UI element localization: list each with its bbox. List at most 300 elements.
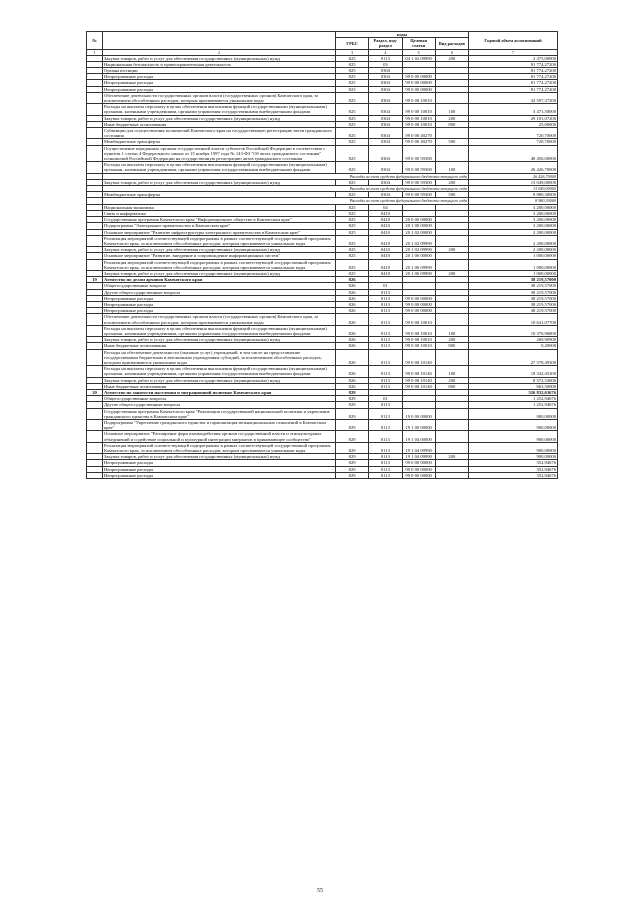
cell-target: 99 0 00 10010 [402,337,435,343]
cell-section: 0410 [369,235,402,246]
page-number: 55 [317,888,323,894]
cell-sum: 38 219,57000 [469,295,558,301]
table-row [87,366,558,377]
cell-vid: 800 [435,343,468,349]
cell-grbs: 826 [336,314,369,325]
cell-section: 0113 [369,466,402,472]
cell-grbs: 825 [336,128,369,139]
cell-section: 01 [369,396,402,402]
cell-target: 99 0 00 00000 [402,308,435,314]
cell-section: 0304 [369,179,402,185]
cell-target: 20 1 02 09990 [402,235,435,246]
cell-name: Межбюджетные трансферты [103,192,336,198]
cell-grbs: 826 [336,377,369,383]
cell-section: 0304 [369,121,402,127]
cell-section: 0410 [369,247,402,253]
cell-target: 99 0 00 10010 [402,92,435,103]
cell-grbs: 826 [336,277,369,283]
cell-sum: 18 342,45300 [469,366,558,377]
cell-name: Непрограммные расходы [103,86,336,92]
cell-note: Расходы за счет средств федерального бюджета текущего года [103,198,469,204]
cell-grbs: 825 [336,121,369,127]
cell-name: Непрограммные расходы [103,74,336,80]
cell-sum: 13 049,00000 [469,186,558,192]
table-row [87,325,558,336]
cell-sum: 3 200,00000 [469,223,558,229]
cell-name: Закупка товаров, работ и услуг для обеспечения государственных (муниципальных) нужд [103,377,336,383]
table-row [87,162,558,173]
cell-target: 99 0 00 10140 [402,366,435,377]
column-index: 1 [87,49,103,55]
cell-target: 20 1 06 09990 [402,259,435,270]
cell-sum: 26 426,70000 [469,162,558,173]
cell-sum: 3 200,00000 [469,204,558,210]
cell-grbs: 825 [336,179,369,185]
cell-name: Государственная программа Камчатского края "Реализация государственной национальной политики и укрепление гражданского единства в Камчатском крае" [103,408,336,419]
cell-sum: 269,90900 [469,337,558,343]
cell-vid: 200 [435,55,468,61]
cell-name: Закупка товаров, работ и услуг для обеспечения государственных (муниципальных) нужд [103,55,336,61]
cell-name: Реализация мероприятий соответствующей подпрограммы в рамках соответствующей государственной программы Камчатского края, за исключением обособленных расходов, которым присваиваются уникальные коды [103,259,336,270]
cell-sum: 10 370,96800 [469,325,558,336]
cell-number: 20 [87,389,103,395]
cell-name: Осуществление переданных органам государственной власти субъектов Российской Федерации в соответствии с пунктом 1 статьи 4 Федерального закона от 15 ноября 1997 года № 143-ФЗ "Об актах гражданского состояния" полномочий Российской Федерации на государственную регистрацию актов гражданского состояния [103,145,336,162]
table-row [87,431,558,442]
cell-sum: 1 252,94676 [469,396,558,402]
cell-vid: 200 [435,115,468,121]
cell-name: Закупка товаров, работ и услуг для обеспечения государственных (муниципальных) нужд [103,247,336,253]
header-target: Целевая статья [402,38,435,49]
cell-grbs: 825 [336,68,369,74]
cell-sum: 352,94676 [469,466,558,472]
cell-section: 0113 [369,408,402,419]
cell-sum: 48 456,00000 [469,145,558,162]
cell-vid: 200 [435,454,468,460]
cell-section: 03 [369,61,402,67]
cell-name: Закупка товаров, работ и услуг для обеспечения государственных (муниципальных) нужд [103,115,336,121]
cell-section: 0113 [369,295,402,301]
cell-grbs: 826 [336,325,369,336]
cell-sum: 2 200,00000 [469,235,558,246]
cell-name: Расходы на выплаты персоналу в целях обеспечения выполнения функций государственными (муниципальными) органами, казенными учреждениями, органами управления государственными внебюджетными фондами [103,104,336,115]
cell-number [87,145,103,162]
cell-number [87,325,103,336]
cell-grbs: 825 [336,162,369,173]
cell-target: 99 0 00 00000 [402,86,435,92]
cell-section: 0410 [369,223,402,229]
cell-sum: 1 000,00000 [469,270,558,276]
cell-section: 0410 [369,217,402,223]
cell-name: Общегосударственные вопросы [103,396,336,402]
cell-number [87,431,103,442]
cell-vid: 200 [435,247,468,253]
cell-name: Непрограммные расходы [103,80,336,86]
budget-table [86,31,558,479]
cell-target: 99 0 00 10140 [402,377,435,383]
cell-sum: 8 572,54000 [469,377,558,383]
cell-grbs: 826 [336,349,369,366]
cell-section: 0113 [369,431,402,442]
cell-vid [435,420,468,431]
cell-sum: 26 426,70000 [469,173,558,179]
cell-target: 20 0 00 00000 [402,217,435,223]
cell-section: 0113 [369,314,402,325]
header-vid: Вид расходов [435,38,468,49]
cell-name: Непрограммные расходы [103,460,336,466]
cell-number [87,259,103,270]
cell-vid: 800 [435,383,468,389]
cell-grbs: 829 [336,460,369,466]
cell-vid [435,92,468,103]
cell-sum: 2 475,00000 [469,55,558,61]
cell-vid [435,472,468,478]
cell-target: 20 1 02 00000 [402,229,435,235]
cell-target: 20 1 00 00000 [402,223,435,229]
cell-target: 99 0 00 00000 [402,472,435,478]
cell-target: 99 0 00 10010 [402,104,435,115]
cell-sum: 720,70000 [469,139,558,145]
cell-target: 99 0 00 10140 [402,349,435,366]
cell-sum: 8 980,30000 [469,192,558,198]
cell-name: Закупка товаров, работ и услуг для обеспечения государственных (муниципальных) нужд [103,454,336,460]
cell-sum: 352,94676 [469,472,558,478]
cell-vid [435,235,468,246]
table-row [87,128,558,139]
cell-name: Связь и информатика [103,210,336,216]
cell-section: 0304 [369,162,402,173]
header-grbs: ГРБС [336,38,369,49]
cell-target: 19 0 00 00000 [402,408,435,419]
cell-vid [435,145,468,162]
cell-grbs: 829 [336,420,369,431]
cell-name: Агентство по делам архивов Камчатского края [103,277,336,283]
cell-section: 0113 [369,349,402,366]
cell-name: Межбюджетные трансферты [103,139,336,145]
cell-sum: 2 200,00000 [469,247,558,253]
table-row [87,92,558,103]
cell-target: 19 1 00 00000 [402,420,435,431]
cell-number [87,92,103,103]
cell-grbs: 825 [336,259,369,270]
cell-name: Субвенции для осуществления полномочий Камчатского края на государственную регистрацию актов гражданского состояния [103,128,336,139]
cell-section: 0304 [369,115,402,121]
table-row [87,420,558,431]
cell-section: 0113 [369,377,402,383]
cell-grbs: 825 [336,210,369,216]
cell-target: 19 1 04 09990 [402,442,435,453]
cell-sum: 900,00000 [469,454,558,460]
cell-vid: 200 [435,337,468,343]
cell-sum: 25,00000 [469,121,558,127]
cell-grbs: 825 [336,235,369,246]
cell-name: Непрограммные расходы [103,472,336,478]
cell-section: 0113 [369,55,402,61]
cell-section: 0113 [369,472,402,478]
cell-target: 99 0 00 59300 [402,179,435,185]
cell-section: 0113 [369,343,402,349]
cell-name: Расходы на обеспечение деятельности (оказание услуг) учреждений, в том числе на предоставление государственным бюджетным и автономным учреждениям субсидий, за исключением обособленных расходов, которым присваиваются уникальные коды [103,349,336,366]
cell-section: 0304 [369,145,402,162]
cell-name: Основное мероприятие "Развитие инфраструктуры электронного правительства в Камчатском крае" [103,229,336,235]
cell-target: 19 1 04 00000 [402,431,435,442]
header-section: Раздел, под-раздел [369,38,402,49]
cell-grbs: 825 [336,145,369,162]
cell-target: 20 1 06 00000 [402,253,435,259]
cell-name: Общегосударственные вопросы [103,283,336,289]
cell-section: 01 [369,283,402,289]
cell-section: 0410 [369,253,402,259]
cell-sum: 3 471,50000 [469,104,558,115]
cell-sum: 2 200,00000 [469,229,558,235]
cell-section: 0113 [369,460,402,466]
column-index: 5 [402,49,435,55]
cell-sum: 38 219,57000 [469,283,558,289]
cell-sum: 663,50000 [469,383,558,389]
table-header-row [87,32,558,38]
cell-section: 0410 [369,270,402,276]
cell-note: Расходы за счет средств федерального бюджета текущего года [103,173,469,179]
cell-section: 0113 [369,402,402,408]
cell-target: 99 0 00 00000 [402,460,435,466]
cell-section: 0113 [369,337,402,343]
cell-grbs: 825 [336,247,369,253]
cell-name: Реализация мероприятий соответствующей подпрограммы в рамках соответствующей государственной программы Камчатского края, за исключением обособленных расходов, которым присваиваются уникальные коды [103,235,336,246]
cell-grbs: 826 [336,301,369,307]
cell-sum: 1 252,94676 [469,402,558,408]
header-codes: коды [336,32,469,38]
cell-section: 0113 [369,366,402,377]
cell-grbs: 825 [336,80,369,86]
cell-target: 20 1 02 09990 [402,247,435,253]
cell-section: 0304 [369,74,402,80]
cell-grbs: 829 [336,408,369,419]
cell-grbs: 825 [336,217,369,223]
cell-name: Иные бюджетные ассигнования [103,383,336,389]
cell-number [87,349,103,366]
table-body [87,55,558,478]
cell-section: 0304 [369,104,402,115]
cell-name: Иные бюджетные ассигнования [103,121,336,127]
column-index: 3 [336,49,369,55]
cell-number: 19 [87,277,103,283]
cell-grbs: 825 [336,92,369,103]
cell-target: 99 0 00 10010 [402,121,435,127]
cell-vid: 100 [435,325,468,336]
cell-section: 0113 [369,308,402,314]
cell-vid: 200 [435,270,468,276]
cell-name: Закупка товаров, работ и услуг для обеспечения государственных (муниципальных) нужд [103,179,336,185]
cell-sum: 900,00000 [469,442,558,453]
cell-section: 0304 [369,192,402,198]
cell-vid: 800 [435,121,468,127]
cell-sum: 0,20000 [469,343,558,349]
cell-target: 19 1 04 09990 [402,454,435,460]
cell-grbs: 829 [336,389,369,395]
table-row [87,408,558,419]
cell-sum: 38 219,57000 [469,277,558,283]
cell-sum: 27 578,49300 [469,349,558,366]
cell-section: 0304 [369,128,402,139]
cell-name: Реализация мероприятий соответствующей подпрограммы в рамках соответствующей государственной программы Камчатского края, за исключением обособленных расходов, которым присваиваются уникальные коды [103,442,336,453]
cell-target: 99 0 00 59300 [402,162,435,173]
cell-grbs: 826 [336,366,369,377]
cell-target: 99 0 00 00000 [402,80,435,86]
cell-grbs: 829 [336,472,369,478]
cell-target: 99 0 00 00000 [402,74,435,80]
table-row [87,442,558,453]
cell-name: Другие общегосударственные вопросы [103,289,336,295]
cell-sum: 900,00000 [469,408,558,419]
column-index: 7 [469,49,558,55]
cell-grbs: 825 [336,229,369,235]
cell-target: 99 0 00 00000 [402,466,435,472]
cell-section: 04 [369,204,402,210]
cell-name: Основное мероприятие "Развитие, внедрение и сопровождение информационных систем" [103,253,336,259]
cell-name: Закупка товаров, работ и услуг для обеспечения государственных (муниципальных) нужд [103,270,336,276]
cell-grbs: 826 [336,289,369,295]
cell-sum: 29 101,07200 [469,115,558,121]
cell-name: Подпрограмма "Электронное правительство в Камчатском крае" [103,223,336,229]
cell-grbs: 826 [336,343,369,349]
cell-sum: 1 000,00000 [469,259,558,270]
cell-vid: 200 [435,179,468,185]
cell-grbs: 825 [336,61,369,67]
cell-sum: 38 219,57000 [469,301,558,307]
cell-target: 99 0 00 10010 [402,343,435,349]
cell-sum: 81 774,27200 [469,86,558,92]
cell-vid [435,349,468,366]
cell-grbs: 829 [336,454,369,460]
cell-section: 0113 [369,325,402,336]
cell-target: 99 0 00 00000 [402,295,435,301]
cell-number [87,162,103,173]
cell-number [87,366,103,377]
cell-section: 0304 [369,80,402,86]
cell-grbs: 825 [336,270,369,276]
cell-name: Расходы на выплаты персоналу в целях обеспечения выполнения функций государственными (муниципальными) органами, казенными учреждениями, органами управления государственными внебюджетными фондами [103,325,336,336]
cell-sum: 3 200,00000 [469,217,558,223]
cell-sum: 81 774,27200 [469,61,558,67]
cell-target: 99 0 00 59300 [402,192,435,198]
table-row [87,104,558,115]
cell-sum: 1 000,00000 [469,253,558,259]
cell-sum: 38 219,57000 [469,289,558,295]
cell-section: 0410 [369,259,402,270]
table-row [87,314,558,325]
cell-name: Основное мероприятие "Расширение форм взаимодействия органов государственной власти и этнокультурных объединений и содействие социальной и культурной интеграции мигрантов в принимающее сообщество" [103,431,336,442]
cell-name: Расходы на выплаты персоналу в целях обеспечения выполнения функций государственными (муниципальными) органами, казенными учреждениями, органами управления государственными внебюджетными фондами [103,366,336,377]
cell-vid [435,259,468,270]
cell-target: 99 0 00 00000 [402,301,435,307]
cell-sum: 900,00000 [469,431,558,442]
cell-section: 0410 [369,210,402,216]
cell-grbs: 825 [336,223,369,229]
cell-grbs: 829 [336,396,369,402]
cell-grbs: 825 [336,104,369,115]
cell-vid: 500 [435,139,468,145]
cell-grbs: 825 [336,115,369,121]
cell-grbs: 825 [336,74,369,80]
cell-vid: 100 [435,366,468,377]
cell-name: Подпрограмма "Укрепление гражданского единства и гармонизация межнациональных отношений в Камчатском крае" [103,420,336,431]
cell-sum: 81 774,27200 [469,68,558,74]
cell-name: Государственная программа Камчатского края "Информационное общество в Камчатском крае" [103,217,336,223]
table-row [87,349,558,366]
cell-section: 0304 [369,139,402,145]
cell-grbs: 825 [336,253,369,259]
cell-grbs: 829 [336,431,369,442]
cell-name: Непрограммные расходы [103,308,336,314]
cell-section: 0410 [369,229,402,235]
cell-vid [435,442,468,453]
cell-grbs: 825 [336,86,369,92]
cell-target: 99 0 00 10010 [402,314,435,325]
column-index: 4 [369,49,402,55]
cell-name: Агентство по занятости населения и миграционной политике Камчатского края [103,389,336,395]
cell-sum: 352,94676 [469,460,558,466]
cell-grbs: 826 [336,337,369,343]
cell-sum: 38 219,57000 [469,308,558,314]
cell-sum: 32 597,37200 [469,92,558,103]
cell-target: 20 1 06 09990 [402,270,435,276]
cell-name: Обеспечение деятельности государственных органов власти (государственных органов) Камчатского края, за исключением обособленных расходов, которым присваиваются уникальные коды [103,314,336,325]
cell-note: Расходы за счет средств федерального бюджета текущего года [103,186,469,192]
cell-sum: 13 049,00000 [469,179,558,185]
header-no: № [87,32,103,50]
column-index: 2 [103,49,336,55]
cell-section: 0113 [369,289,402,295]
cell-section: 0304 [369,68,402,74]
table-row [87,145,558,162]
header-sum: Годовой объем ассигнований [469,32,558,50]
cell-vid [435,408,468,419]
cell-target: 99 0 00 10010 [402,115,435,121]
cell-section: 0113 [369,383,402,389]
cell-name: Непрограммные расходы [103,466,336,472]
table-row [87,235,558,246]
cell-vid [435,431,468,442]
cell-grbs: 825 [336,139,369,145]
cell-section: 0113 [369,454,402,460]
cell-name: Национальная экономика [103,204,336,210]
cell-grbs: 826 [336,283,369,289]
cell-grbs: 829 [336,466,369,472]
cell-name: Непрограммные расходы [103,295,336,301]
cell-sum: 720,70000 [469,128,558,139]
cell-vid: 100 [435,104,468,115]
cell-sum: 81 774,27200 [469,74,558,80]
cell-target: 99 0 00 40270 [402,128,435,139]
cell-number [87,128,103,139]
cell-vid: 200 [435,377,468,383]
cell-vid [435,314,468,325]
column-index: 6 [435,49,468,55]
cell-sum: 10 641,07700 [469,314,558,325]
cell-section: 0113 [369,301,402,307]
cell-name: Обеспечение деятельности государственных органов власти (государственных органов) Камчатского края, за исключением обособленных расходов, которым присваиваются уникальные коды [103,92,336,103]
cell-name: Непрограммные расходы [103,301,336,307]
cell-grbs: 825 [336,55,369,61]
cell-grbs: 826 [336,383,369,389]
cell-grbs: 826 [336,308,369,314]
cell-target: 99 0 00 59300 [402,145,435,162]
cell-number [87,104,103,115]
cell-grbs: 829 [336,442,369,453]
table-row [87,259,558,270]
cell-grbs: 825 [336,204,369,210]
cell-section: 0304 [369,92,402,103]
cell-grbs: 829 [336,402,369,408]
